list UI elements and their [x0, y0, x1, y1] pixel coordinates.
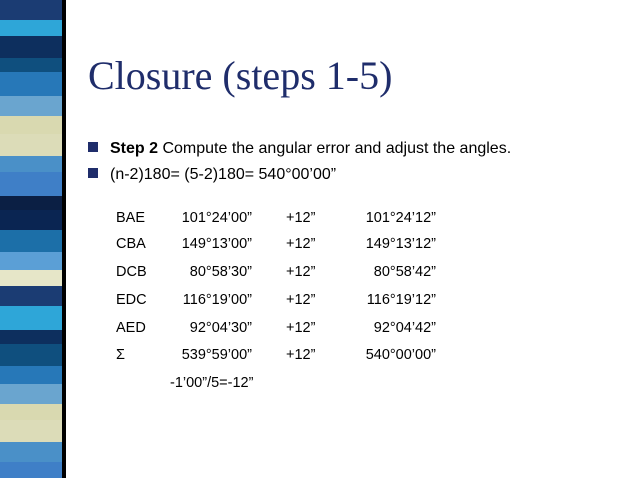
strip-block: [0, 366, 62, 384]
strip-divider: [62, 0, 66, 478]
strip-block: [0, 156, 62, 172]
strip-block: [0, 442, 62, 462]
correction: +12”: [286, 292, 316, 308]
adjusted-angle: 92°04’42”: [373, 320, 436, 336]
correction: +12”: [286, 320, 316, 336]
strip-block: [0, 134, 62, 156]
correction: +12”: [286, 264, 316, 280]
strip-block: [0, 330, 62, 344]
error-distribution-note: -1’00”/5=-12”: [170, 375, 254, 391]
angle-name: EDC: [116, 292, 147, 308]
angle-name: CBA: [116, 236, 146, 252]
measured-angle: 116°19’00”: [182, 292, 252, 308]
strip-block: [0, 58, 62, 72]
strip-block: [0, 384, 62, 404]
strip-block: [0, 210, 62, 230]
slide-title: Closure (steps 1-5): [88, 53, 393, 98]
strip-block: [0, 344, 62, 366]
correction: +12”: [286, 236, 316, 252]
strip-block: [0, 20, 62, 36]
correction: +12”: [286, 347, 316, 363]
strip-block: [0, 116, 62, 134]
strip-block: [0, 420, 62, 442]
strip-block: [0, 252, 62, 270]
angle-name: BAE: [116, 210, 146, 226]
bullet-formula: [88, 166, 336, 184]
strip-block: [0, 404, 62, 420]
square-bullet-icon: [88, 168, 98, 178]
measured-angle: 101°24’00”: [181, 210, 252, 226]
square-bullet-icon: [88, 142, 98, 152]
measured-angle: 539°59’00”: [181, 347, 252, 363]
bullet-bold-label: Step 2: [110, 140, 159, 157]
strip-block: [0, 96, 62, 116]
strip-block: [0, 36, 62, 58]
strip-block: [0, 306, 62, 330]
strip-block: [0, 0, 62, 20]
strip-block: [0, 462, 62, 478]
measured-angle: 80°58’30”: [189, 264, 252, 280]
adjusted-angle: 540°00’00”: [365, 347, 436, 363]
angle-name: DCB: [116, 264, 147, 280]
correction: +12”: [286, 210, 316, 226]
adjusted-angle: 101°24’12”: [365, 210, 436, 226]
strip-block: [0, 230, 62, 252]
strip-block: [0, 196, 62, 210]
decorative-color-strip: [0, 0, 62, 478]
angle-name: AED: [116, 320, 146, 336]
strip-block: [0, 270, 62, 286]
strip-block: [0, 172, 62, 196]
measured-angle: 92°04’30”: [189, 320, 252, 336]
adjusted-angle: 80°58’42”: [373, 264, 436, 280]
adjusted-angle: 116°19’12”: [366, 292, 436, 308]
bullet-text: Compute the angular error and adjust the angles.: [162, 140, 512, 157]
adjusted-angle: 149°13’12”: [365, 236, 436, 252]
strip-block: [0, 286, 62, 306]
bullet-step-2: [88, 140, 511, 158]
bullet-text: (n-2)180= (5-2)180= 540°00’00”: [110, 166, 337, 183]
angle-name: Σ: [116, 347, 125, 363]
measured-angle: 149°13’00”: [181, 236, 252, 252]
strip-block: [0, 72, 62, 96]
